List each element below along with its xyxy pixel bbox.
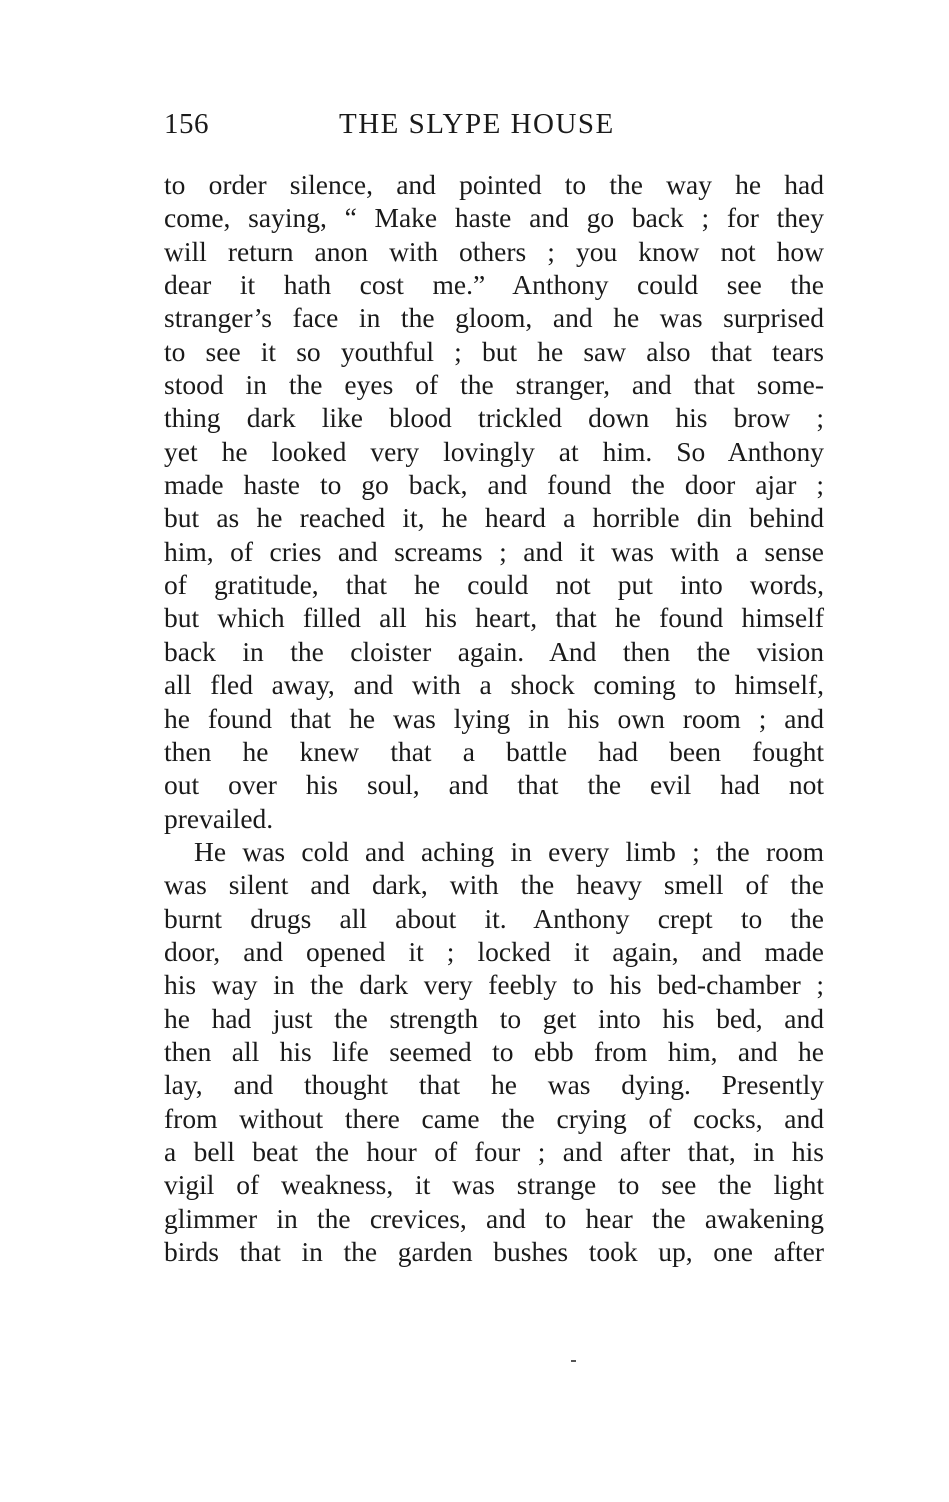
text-line: thing dark like blood trickled down his brow ; — [164, 402, 824, 434]
text-line: made haste to go back, and found the door ajar ; — [164, 469, 824, 501]
text-line: stranger’s face in the gloom, and he was surprised — [164, 302, 824, 334]
paragraph — [164, 835, 824, 1268]
running-title: THE SLYPE HOUSE — [339, 108, 615, 140]
text-line: dear it hath cost me.” Anthony could see the — [164, 269, 824, 301]
text-line: all fled away, and with a shock coming to himself, — [164, 669, 824, 701]
text-line: door, and opened it ; locked it again, and made — [164, 935, 824, 967]
text-line: will return anon with others ; you know not how — [164, 235, 824, 267]
text-line: He was cold and aching in every limb ; the room — [194, 835, 824, 867]
text-line: vigil of weakness, it was strange to see the light — [164, 1169, 824, 1201]
body-text — [164, 168, 824, 1268]
text-line: glimmer in the crevices, and to hear the awakening — [164, 1202, 824, 1234]
text-line: burnt drugs all about it. Anthony crept to the — [164, 902, 824, 934]
text-line: birds that in the garden bushes took up, one after — [164, 1236, 824, 1267]
text-line: stood in the eyes of the stranger, and that some- — [164, 369, 824, 401]
text-line: yet he looked very lovingly at him. So Anthony — [164, 435, 824, 467]
text-line: was silent and dark, with the heavy smell of the — [164, 869, 824, 901]
text-line: but which filled all his heart, that he found himself — [164, 602, 824, 634]
text-line: his way in the dark very feebly to his bed-chamber ; — [164, 969, 824, 1001]
text-line: then he knew that a battle had been fought — [164, 735, 824, 767]
text-line: a bell beat the hour of four ; and after that, in his — [164, 1135, 824, 1167]
text-line: of gratitude, that he could not put into words, — [164, 569, 824, 601]
text-line: to order silence, and pointed to the way he had — [164, 169, 824, 200]
page-header — [164, 108, 824, 148]
paragraph — [164, 168, 824, 835]
page-number: 156 — [164, 108, 209, 140]
text-line: back in the cloister again. And then the vision — [164, 635, 824, 667]
page-mark — [571, 1360, 576, 1362]
text-line: to see it so youthful ; but he saw also that tears — [164, 335, 824, 367]
text-line: he had just the strength to get into his bed, and — [164, 1002, 824, 1034]
text-line: prevailed. — [164, 802, 274, 834]
text-line: but as he reached it, he heard a horrible din behind — [164, 502, 824, 534]
text-line: from without there came the crying of cocks, and — [164, 1102, 824, 1134]
text-line: lay, and thought that he was dying. Presently — [164, 1069, 824, 1101]
text-line: out over his soul, and that the evil had not — [164, 769, 824, 801]
text-line: come, saying, “ Make haste and go back ; for they — [164, 202, 824, 234]
text-line: him, of cries and screams ; and it was with a sense — [164, 535, 824, 567]
text-line: he found that he was lying in his own room ; and — [164, 702, 824, 734]
text-line: then all his life seemed to ebb from him, and he — [164, 1035, 824, 1067]
